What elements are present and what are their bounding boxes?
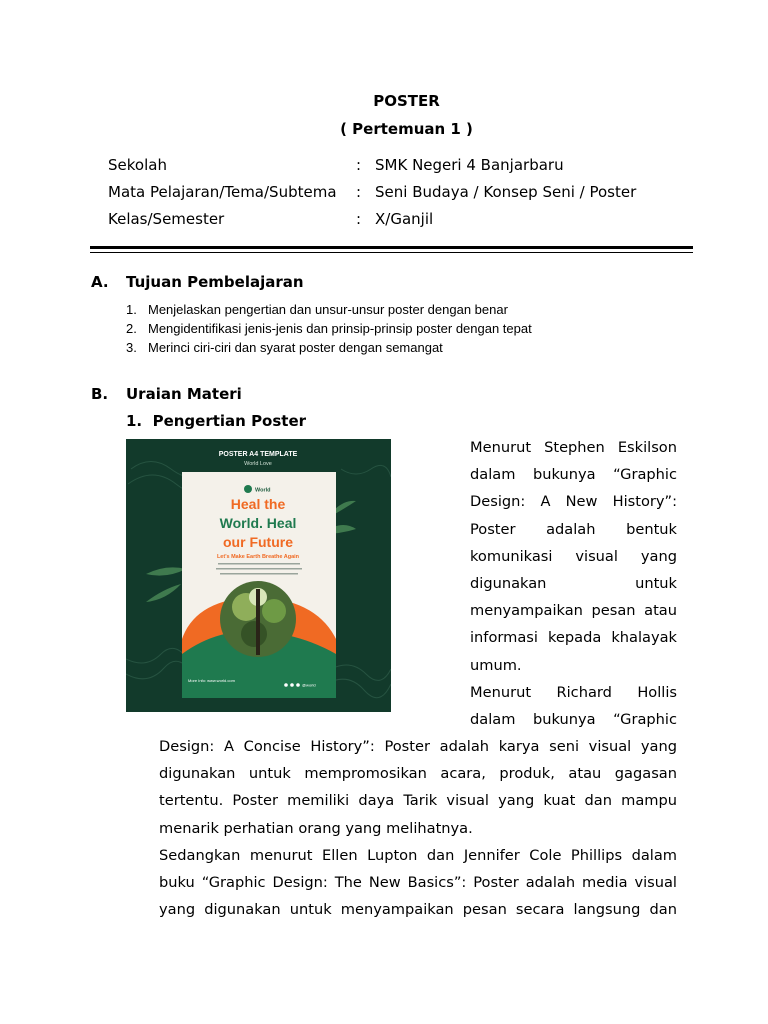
text-line: yang digunakan untuk menyampaikan pesan secara langsung dan — [159, 901, 677, 919]
text-line: Menurut Stephen Eskilson — [470, 439, 677, 456]
text-line: digunakan untuk — [470, 574, 677, 592]
info-label-subject: Mata Pelajaran/Tema/Subtema — [108, 183, 337, 201]
goal-number: 1. — [126, 302, 137, 317]
goal-item — [126, 321, 532, 336]
info-value-subject: Seni Budaya / Konsep Seni / Poster — [375, 183, 637, 201]
header-divider-thin — [90, 252, 693, 253]
goal-item — [126, 302, 508, 317]
text-line: menarik perhatian orang yang melihatnya. — [159, 819, 473, 837]
poster-template-sub: World Love — [244, 461, 272, 467]
poster-brand: World — [255, 487, 271, 494]
goal-text: Mengidentifikasi jenis-jenis dan prinsip-prinsip poster dengan tepat — [148, 321, 532, 336]
text-line: buku “Graphic Design: The New Basics”: Poster adalah media visual — [159, 873, 677, 891]
info-label-school: Sekolah — [108, 156, 167, 174]
text-line: digunakan untuk mempromosikan acara, produk, atau gagasan — [159, 765, 677, 783]
poster-image — [126, 439, 391, 712]
goal-text: Merinci ciri-ciri dan syarat poster dengan semangat — [148, 340, 443, 355]
text-line: Menurut Richard Hollis — [470, 683, 677, 701]
header-divider-thick — [90, 246, 693, 249]
goal-number: 3. — [126, 340, 137, 355]
document-subtitle: ( Pertemuan 1 ) — [340, 120, 473, 138]
section-b-title: Uraian Materi — [126, 385, 242, 403]
info-sep: : — [356, 183, 362, 201]
paragraph-eskilson — [470, 434, 677, 733]
poster-footer-right: @world — [302, 682, 316, 688]
text-line: dalam bukunya “Graphic — [470, 710, 677, 728]
text-line: Sedangkan menurut Ellen Lupton dan Jennifer Cole Phillips dalam — [159, 846, 677, 864]
info-sep: : — [356, 156, 362, 174]
text-line: Design: A New History”: — [470, 493, 677, 511]
poster-tagline: Let's Make Earth Breathe Again — [216, 554, 300, 560]
text-line: komunikasi visual yang — [470, 547, 677, 565]
section-a-title: Tujuan Pembelajaran — [126, 273, 304, 291]
text-line: tertentu. Poster memiliki daya Tarik visual yang kuat dan mampu — [159, 792, 677, 810]
info-value-school: SMK Negeri 4 Banjarbaru — [375, 156, 564, 174]
goal-text: Menjelaskan pengertian dan unsur-unsur poster dengan benar — [148, 302, 508, 317]
info-value-class: X/Ganjil — [375, 210, 434, 228]
text-line: dalam bukunya “Graphic — [470, 466, 677, 484]
poster-footer-left: More Info: www.world.com — [188, 678, 235, 683]
goal-number: 2. — [126, 321, 137, 336]
document-title: POSTER — [373, 92, 440, 110]
info-sep: : — [356, 210, 362, 228]
text-line: Design: A Concise History”: Poster adalah karya seni visual yang — [159, 738, 677, 755]
poster-headline-1: Heal the — [230, 496, 286, 512]
section-b-letter: B. — [91, 385, 109, 403]
text-line: Poster adalah bentuk — [470, 520, 677, 538]
text-line: informasi kepada khalayak — [470, 629, 677, 647]
section-a-letter: A. — [91, 273, 109, 291]
text-line: menyampaikan pesan atau — [470, 602, 677, 620]
text-line: umum. — [470, 656, 522, 674]
poster-graphic — [126, 439, 391, 712]
info-label-class: Kelas/Semester — [108, 210, 225, 228]
poster-headline-2: World. Heal — [219, 515, 297, 531]
subsection-title: 1. Pengertian Poster — [126, 412, 307, 430]
poster-headline-3: our Future — [223, 534, 293, 550]
goal-item — [126, 340, 443, 355]
paragraph-hollis-lupton — [159, 733, 677, 923]
poster-template-title: POSTER A4 TEMPLATE — [218, 451, 298, 458]
